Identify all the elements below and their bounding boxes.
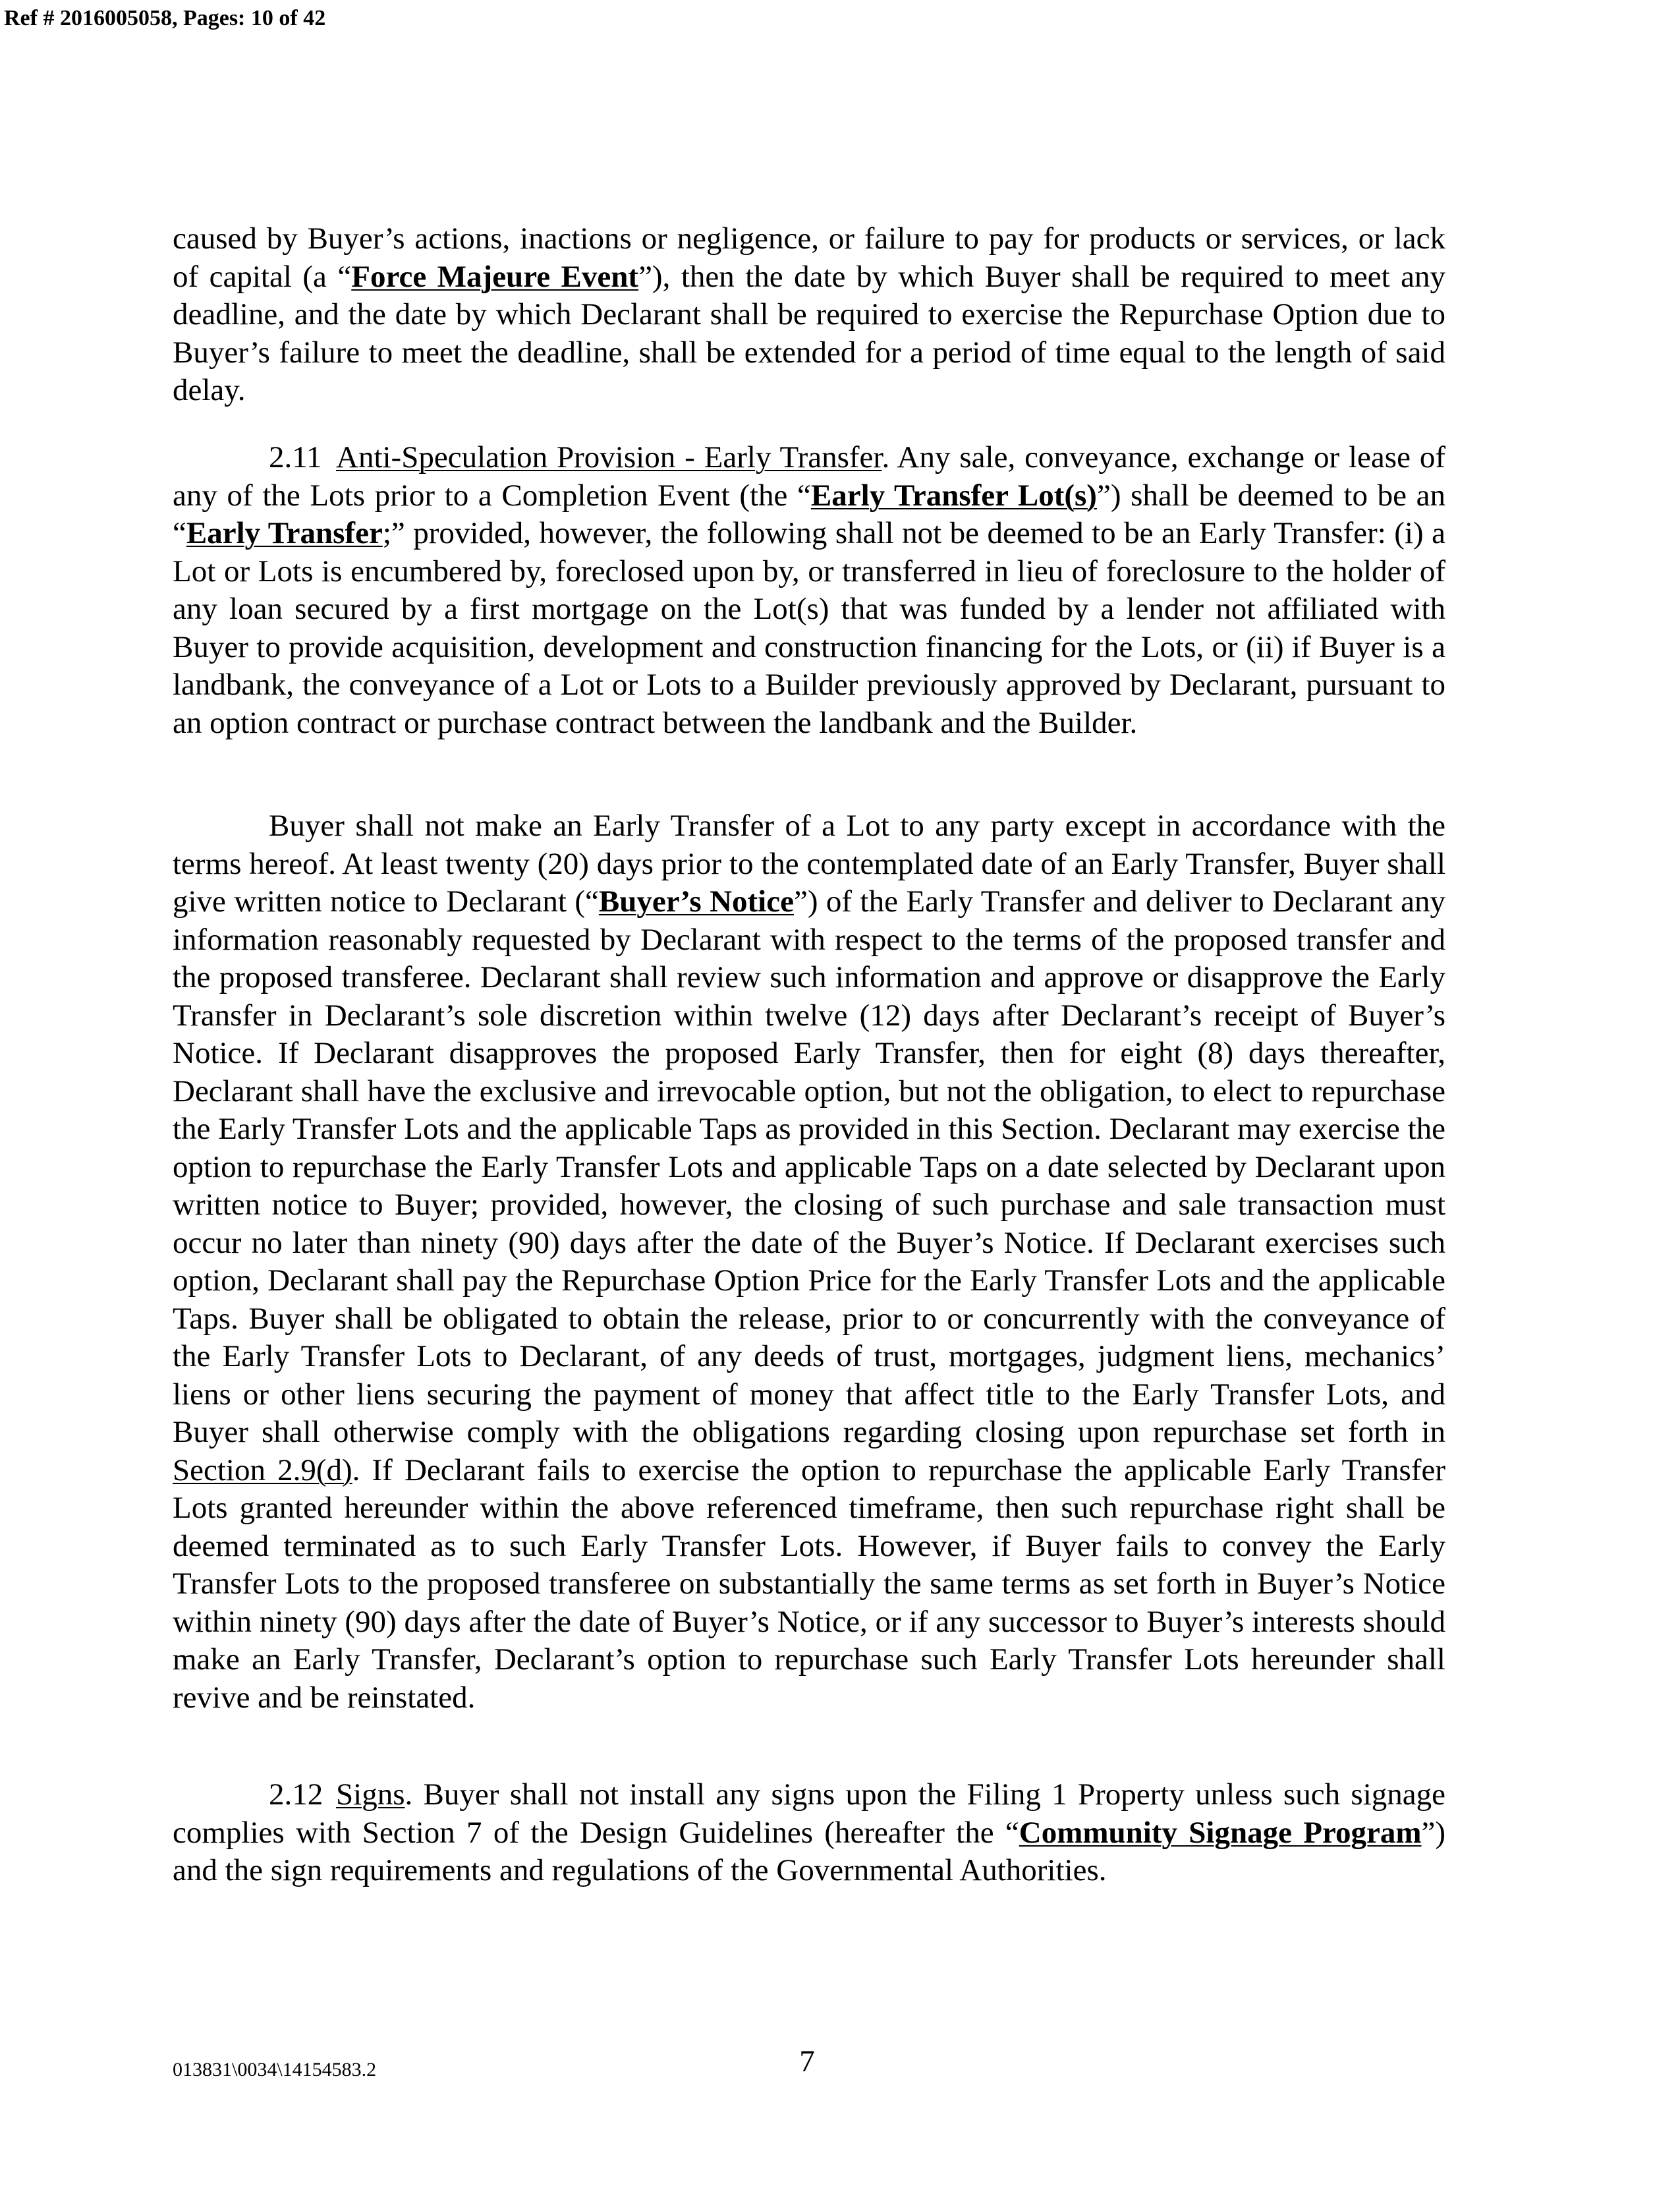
defined-term-early-transfer: Early Transfer: [186, 516, 383, 550]
paragraph-fragment: Buyer shall not make an Early Transfer of a Lot to any party except in accordance with the terms hereof. At least twenty (20) days prior to the contemplated date of an Early Transfer, Buyer shall give written notice to Declarant (“: [173, 809, 1445, 919]
paragraph-text: [173, 807, 1445, 1717]
paragraph-fragment: . Any sale, conveyance, exchange or lease of any of the Lots prior to a Completion Event (the “: [173, 440, 1445, 513]
paragraph-fragment: caused by Buyer’s actions, inactions or negligence, or failure to pay for products or services, or lack of capital (a “: [173, 221, 1445, 294]
reference-header: Ref # 2016005058, Pages: 10 of 42: [4, 6, 326, 30]
defined-term-community-signage-program: Community Signage Program: [1019, 1815, 1422, 1850]
section-number: 2.12: [269, 1777, 323, 1812]
section-number: 2.11: [269, 440, 322, 474]
section-2-12: [173, 1776, 1445, 1890]
defined-term-force-majeure-event: Force Majeure Event: [351, 259, 639, 294]
paragraph-fragment: . Buyer shall not install any signs upon the Filing 1 Property unless such signage complies with Section 7 of the Design Guidelines (hereafter the “: [173, 1777, 1445, 1850]
section-heading: Signs: [336, 1777, 405, 1812]
paragraph-fragment: ;” provided, however, the following shall not be deemed to be an Early Transfer: (i) a Lot or Lots is encumbered by, foreclosed upon by, or transferred in lieu of foreclosure to the holder of any loan secured by a first mortgage on the Lot(s) that was funded by a lender not affiliated with Buyer to provide acquisition, development and construction financing for the Lots, or (ii) if Buyer is a landbank, the conveyance of a Lot or Lots to a Builder previously approved by Declarant, pursuant to an option contract or purchase contract between the landbank and the Builder.: [173, 516, 1445, 740]
paragraph-text: [173, 220, 1445, 410]
section-2-11: [173, 439, 1445, 742]
defined-term-early-transfer-lots: Early Transfer Lot(s): [810, 478, 1097, 513]
paragraph-fragment: ”) of the Early Transfer and deliver to Declarant any information reasonably requested by Declarant with respect to the terms of the proposed transfer and the proposed transferee. Declarant shall review such information and approve or disapprove the Early Transfer in Declarant’s sole discretion within twelve (12) days after Declarant’s receipt of Buyer’s Notice. If Declarant disapproves the proposed Early Transfer, then for eight (8) days thereafter, Declarant shall have the exclusive and irrevocable option, but not the obligation, to elect to repurchase the Early Transfer Lots and the applicable Taps as provided in this Section. Declarant may exercise the option to repurchase the Early Transfer Lots and applicable Taps on a date selected by Declarant upon written notice to Buyer; provided, however, the closing of such purchase and sale transaction must occur no later than ninety (90) days after the date of the Buyer’s Notice. If Declarant exercises such option, Declarant shall pay the Repurchase Option Price for the Early Transfer Lots and the applicable Taps. Buyer shall be obligated to obtain the release, prior to or concurrently with the conveyance of the Early Transfer Lots to Declarant, of any deeds of trust, mortgages, judgment liens, mechanics’ liens or other liens securing the payment of money that affect title to the Early Transfer Lots, and Buyer shall otherwise comply with the obligations regarding closing upon repurchase set forth in: [173, 884, 1445, 1449]
continuation-paragraph: [173, 220, 1445, 410]
paragraph-fragment: . If Declarant fails to exercise the option to repurchase the applicable Early Transfer Lots granted hereunder within the above referenced timeframe, then such repurchase right shall be deemed terminated as to such Early Transfer Lots. However, if Buyer fails to convey the Early Transfer Lots to the proposed transferee on substantially the same terms as set forth in Buyer’s Notice within ninety (90) days after the date of Buyer’s Notice, or if any successor to Buyer’s interests should make an Early Transfer, Declarant’s option to repurchase such Early Transfer Lots hereunder shall revive and be reinstated.: [173, 1452, 1445, 1715]
defined-term-buyers-notice: Buyer’s Notice: [598, 884, 794, 919]
paragraph-text: [173, 1776, 1445, 1890]
document-code: 013831\0034\14154583.2: [173, 2059, 377, 2081]
buyer-early-transfer-paragraph: [173, 807, 1445, 1717]
paragraph-fragment: ”) and the sign requirements and regulations of the Governmental Authorities.: [173, 1815, 1445, 1887]
paragraph-text: [173, 439, 1445, 742]
section-heading: Anti-Speculation Provision - Early Transfer: [336, 440, 882, 474]
section-reference-link: Section 2.9(d): [173, 1452, 352, 1487]
page-number: 7: [799, 2044, 815, 2079]
paragraph-fragment: ”) shall be deemed to be an “: [173, 478, 1446, 550]
paragraph-fragment: ”), then the date by which Buyer shall be required to meet any deadline, and the date by which Declarant shall be required to exercise the Repurchase Option due to Buyer’s failure to meet the deadline, shall be extended for a period of time equal to the length of said delay.: [173, 259, 1445, 407]
